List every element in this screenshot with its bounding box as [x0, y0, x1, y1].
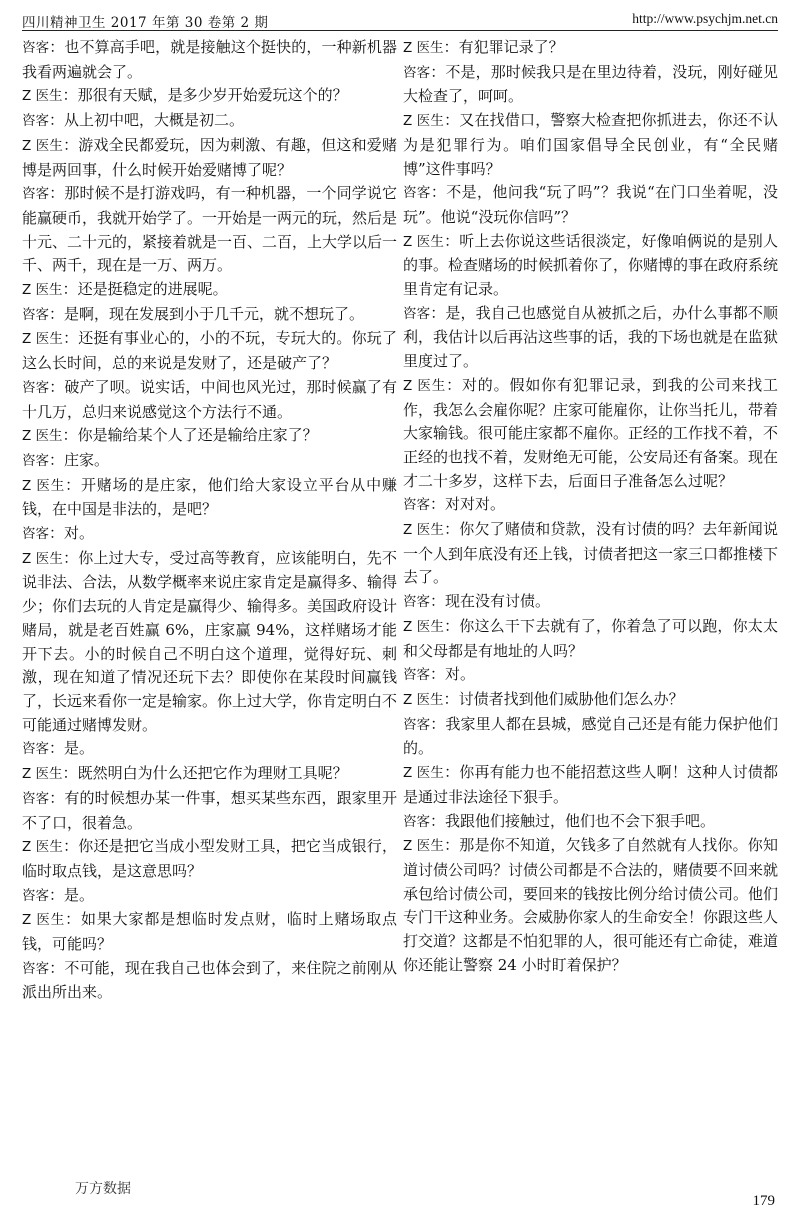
dialogue-line	[22, 182, 397, 278]
speaker-label: Z 医生	[403, 522, 445, 539]
speaker-colon: ：	[49, 111, 65, 130]
speaker-label: Z 医生	[22, 88, 63, 105]
utterance-text: 你上过大专，受过高等教育，应该能明白，先不说非法、合法，从数学概率来说庄家肯定是赢得多、输得少；你们去玩的人肯定是赢得少、输得多。美国政府设计赌局，就是老百姓赢 6%，庄家赢 94%，这样赌场才能开下去。小的时候自己不明白这个道理，觉得好玩、刺激，现在知道了情况还玩下去？即使你在某段时间赢钱了，长远来看你一定是输家。你上过大学，你肯定明白不可能通过赌博发财。	[22, 548, 398, 734]
utterance-text: 那是你不知道，欠钱多了自然就有人找你。你知道讨债公司吗？讨债公司都是不合法的，赌债要不回来就承包给讨债公司，要回来的钱按比例分给讨债公司。他们专门干这种业务。会威胁你家人的生命安全！你跟这些人打交道？这都是不怕犯罪的人，很可能还有亡命徒，难道你还能让警察 24 小时盯着保护？	[403, 836, 779, 974]
speaker-label: Z 医生	[403, 40, 444, 56]
speaker-label: Z 医生	[403, 838, 445, 855]
dialogue-line	[22, 36, 397, 84]
dialogue-line	[22, 303, 397, 328]
dialogue-line	[22, 449, 397, 474]
speaker-colon: ：	[63, 135, 79, 154]
utterance-text: 有的时候想办某一件事，想买某些东西，跟家里开不了口，很着急。	[22, 788, 397, 832]
dialogue-line	[22, 884, 397, 909]
dialogue-line	[403, 109, 778, 181]
utterance-text: 不可能，现在我自己也体会到了，来住院之前刚从派出所出来。	[22, 958, 397, 1002]
speaker-colon: ：	[49, 184, 65, 203]
utterance-text: 又在找借口，警察大检查把你抓进去，你还不认为是犯罪行为。咱们国家倡导全民创业，有“全民赌博”这件事吗？	[403, 111, 778, 178]
dialogue-line	[22, 474, 397, 522]
utterance-text: 庄家。	[64, 450, 110, 469]
dialogue-line	[403, 663, 778, 688]
speaker-colon: ：	[430, 495, 446, 514]
dialogue-line	[22, 84, 397, 109]
dialogue-line	[403, 615, 778, 663]
utterance-text: 你这么干下去就有了，你着急了可以跑，你太太和父母都是有地址的人吗？	[403, 616, 778, 660]
speaker-colon: ：	[62, 280, 78, 299]
speaker-colon: ：	[430, 183, 447, 202]
speaker-label: 咨客	[22, 887, 49, 904]
utterance-text: 是。	[64, 739, 95, 758]
journal-url: http://www.psychjm.net.cn	[632, 11, 778, 26]
speaker-colon: ：	[62, 764, 78, 783]
speaker-label: Z 医生	[22, 282, 63, 299]
speaker-colon: ：	[430, 665, 446, 684]
utterance-text: 是啊，现在发展到小于几千元，就不想玩了。	[64, 304, 365, 323]
utterance-text: 也不算高手吧，就是接触这个挺快的，一种新机器我看两遍就会了。	[22, 38, 397, 81]
speaker-label: 咨客	[403, 813, 430, 830]
speaker-label: 咨客	[403, 716, 431, 733]
dialogue-line	[22, 762, 397, 787]
speaker-label: 咨客	[22, 960, 50, 977]
journal-title: 四川精神卫生 2017 年第 30 卷第 2 期	[22, 15, 269, 31]
dialogue-line	[403, 181, 778, 229]
speaker-colon: ：	[49, 38, 65, 56]
speaker-label: Z 医生	[403, 377, 447, 394]
speaker-label: 咨客	[403, 185, 431, 202]
speaker-label: 咨客	[403, 64, 431, 81]
speaker-label: Z 医生	[403, 233, 445, 250]
speaker-colon: ：	[430, 303, 446, 322]
speaker-label: 咨客	[22, 186, 50, 203]
utterance-text: 从上初中吧，大概是初二。	[64, 111, 245, 130]
right-column	[403, 36, 778, 977]
speaker-label: Z 医生	[22, 477, 66, 494]
utterance-text: 游戏全民都爱玩，因为刺激、有趣，但这和爱赌博是两回事，什么时候开始爱赌博了呢？	[22, 135, 397, 179]
dialogue-line	[22, 547, 397, 738]
speaker-label: Z 医生	[403, 691, 444, 708]
utterance-text: 有犯罪记录了？	[458, 38, 564, 56]
speaker-colon: ：	[443, 38, 459, 56]
dialogue-line	[22, 787, 397, 835]
speaker-colon: ：	[446, 375, 462, 394]
utterance-text: 那时候不是打游戏吗，有一种机器，一个同学说它能赢硬币，我就开始学了。一开始是一两元的玩，然后是十元、二十元的，紧接着就是一百、二百，上大学以后一千、两千，现在是一万、两万。	[22, 184, 398, 275]
utterance-text: 破产了呗。说实话，中间也风光过，那时候赢了有十几万，总归来说感觉这个方法行不通。	[22, 377, 397, 421]
speaker-colon: ：	[65, 910, 81, 929]
speaker-colon: ：	[49, 450, 65, 469]
speaker-colon: ：	[444, 763, 460, 782]
dialogue-line	[22, 376, 397, 424]
dialogue-line	[22, 522, 397, 547]
speaker-label: 咨客	[22, 526, 49, 543]
dialogue-line	[403, 374, 778, 494]
speaker-label: 咨客	[403, 594, 430, 611]
speaker-colon: ：	[430, 714, 446, 733]
speaker-colon: ：	[430, 811, 446, 830]
dialogue-line	[403, 230, 778, 302]
dialogue-line	[22, 835, 397, 883]
utterance-text: 你再有能力也不能招惹这些人啊！这种人讨债都是通过非法途径下狠手。	[403, 763, 778, 806]
utterance-text: 是，我自己也感觉自从被抓之后，办什么事都不顺利，我估计以后再沾这些事的话，我的下场也就是在监狱里度过了。	[403, 303, 779, 371]
dialogue-line	[403, 302, 778, 374]
dialogue-line	[403, 590, 778, 615]
speaker-colon: ：	[49, 524, 65, 543]
speaker-colon: ：	[62, 86, 78, 105]
dialogue-line	[22, 327, 397, 375]
speaker-colon: ：	[63, 329, 79, 348]
speaker-colon: ：	[444, 231, 460, 250]
utterance-text: 听上去你说这些话很淡定，好像咱俩说的是别人的事。检查赌场的时候抓着你了，你赌博的事在政府系统里肯定有记录。	[403, 231, 779, 299]
dialogue-line	[403, 36, 778, 61]
dialogue-line	[403, 834, 778, 977]
utterance-text: 对。	[445, 665, 476, 684]
dialogue-line	[403, 518, 778, 590]
dialogue-line	[22, 278, 397, 303]
utterance-text: 既然明白为什么还把它作为理财工具呢？	[77, 764, 348, 783]
dialogue-line	[22, 908, 397, 956]
speaker-colon: ：	[444, 836, 460, 855]
dialogue-line	[22, 424, 397, 449]
speaker-label: Z 医生	[403, 618, 445, 635]
watermark-text: 万方数据	[75, 1181, 131, 1197]
speaker-colon: ：	[65, 475, 81, 494]
utterance-text: 现在没有讨债。	[445, 592, 551, 611]
utterance-text: 对。	[64, 524, 95, 543]
speaker-label: 咨客	[22, 306, 49, 323]
utterance-text: 你还是把它当成小型发财工具，把它当成银行，临时取点钱，是这意思吗？	[22, 837, 397, 880]
speaker-colon: ：	[49, 788, 65, 807]
dialogue-line	[403, 761, 778, 809]
utterance-text: 那很有天赋，是多少岁开始爱玩这个的？	[77, 86, 348, 105]
speaker-label: Z 医生	[22, 766, 63, 783]
speaker-label: 咨客	[22, 741, 49, 758]
running-header	[22, 8, 778, 31]
speaker-label: Z 医生	[22, 550, 64, 567]
speaker-colon: ：	[444, 520, 460, 539]
utterance-text: 讨债者找到他们威胁他们怎么办？	[458, 689, 684, 708]
speaker-colon: ：	[49, 377, 65, 396]
speaker-colon: ：	[49, 304, 65, 323]
dialogue-line	[403, 810, 778, 835]
speaker-label: Z 医生	[22, 912, 66, 929]
dialogue-line	[22, 737, 397, 762]
speaker-colon: ：	[49, 885, 65, 904]
speaker-label: Z 医生	[22, 331, 64, 348]
speaker-colon: ：	[49, 739, 65, 758]
dialogue-line	[403, 61, 778, 109]
dialogue-line	[22, 134, 397, 182]
speaker-label: 咨客	[22, 379, 50, 396]
speaker-colon: ：	[63, 837, 79, 856]
utterance-text: 你欠了赌债和贷款，没有讨债的吗？去年新闻说一个人到年底没有还上钱，讨债者把这一家三口都推楼下去了。	[403, 520, 779, 587]
speaker-colon: ：	[444, 616, 460, 635]
speaker-colon: ：	[62, 426, 78, 445]
utterance-text: 你是输给某个人了还是输给庄家了？	[77, 426, 318, 445]
utterance-text: 对的。假如你有犯罪记录，到我的公司来找工作，我怎么会雇你呢？庄家可能雇你，让你当托儿，带着大家输钱。很可能庄家都不雇你。正经的工作找不着，不正经的也找不着，发财绝无可能，公安局还有备案。现在才二十多岁，这样下去，后面日子准备怎么过呢？	[403, 375, 779, 490]
speaker-label: Z 医生	[22, 137, 64, 154]
utterance-text: 开赌场的是庄家，他们给大家设立平台从中赚钱，在中国是非法的，是吧？	[22, 475, 397, 519]
utterance-text: 是。	[64, 885, 95, 904]
utterance-text: 不是，那时候我只是在里边待着，没玩，刚好碰见大检查了，呵呵。	[403, 62, 778, 106]
speaker-colon: ：	[430, 592, 446, 611]
dialogue-line	[403, 493, 778, 518]
utterance-text: 还是挺稳定的进展呢。	[77, 280, 228, 299]
utterance-text: 我家里人都在县城，感觉自己还是有能力保护他们的。	[403, 714, 778, 758]
speaker-colon: ：	[444, 111, 460, 130]
speaker-label: Z 医生	[403, 765, 445, 782]
speaker-label: Z 医生	[403, 113, 445, 130]
speaker-label: Z 医生	[22, 839, 64, 856]
speaker-colon: ：	[430, 62, 446, 81]
speaker-label: 咨客	[22, 40, 50, 56]
utterance-text: 还挺有事业心的，小的不玩，专玩大的。你玩了这么长时间，总的来说是发财了，还是破产了？	[22, 329, 397, 373]
speaker-label: 咨客	[403, 497, 430, 514]
left-column	[22, 36, 397, 1005]
speaker-label: 咨客	[22, 113, 49, 130]
speaker-colon: ：	[49, 958, 65, 977]
speaker-label: 咨客	[22, 790, 50, 807]
utterance-text: 对对对。	[445, 495, 506, 514]
page-number: 179	[752, 1193, 775, 1209]
speaker-colon: ：	[63, 548, 79, 567]
utterance-text: 如果大家都是想临时发点财，临时上赌场取点钱，可能吗？	[22, 910, 397, 954]
dialogue-line	[403, 713, 778, 761]
dialogue-line	[403, 688, 778, 713]
dialogue-line	[22, 109, 397, 134]
speaker-label: 咨客	[403, 667, 430, 684]
utterance-text: 不是，他问我“玩了吗”？我说“在门口坐着呢，没玩”。他说“没玩你信吗”？	[403, 183, 778, 226]
speaker-label: 咨客	[22, 452, 49, 469]
speaker-label: Z 医生	[22, 428, 63, 445]
utterance-text: 我跟他们接触过，他们也不会下狠手吧。	[445, 811, 716, 830]
speaker-label: 咨客	[403, 305, 431, 322]
dialogue-line	[22, 957, 397, 1005]
speaker-colon: ：	[443, 689, 459, 708]
